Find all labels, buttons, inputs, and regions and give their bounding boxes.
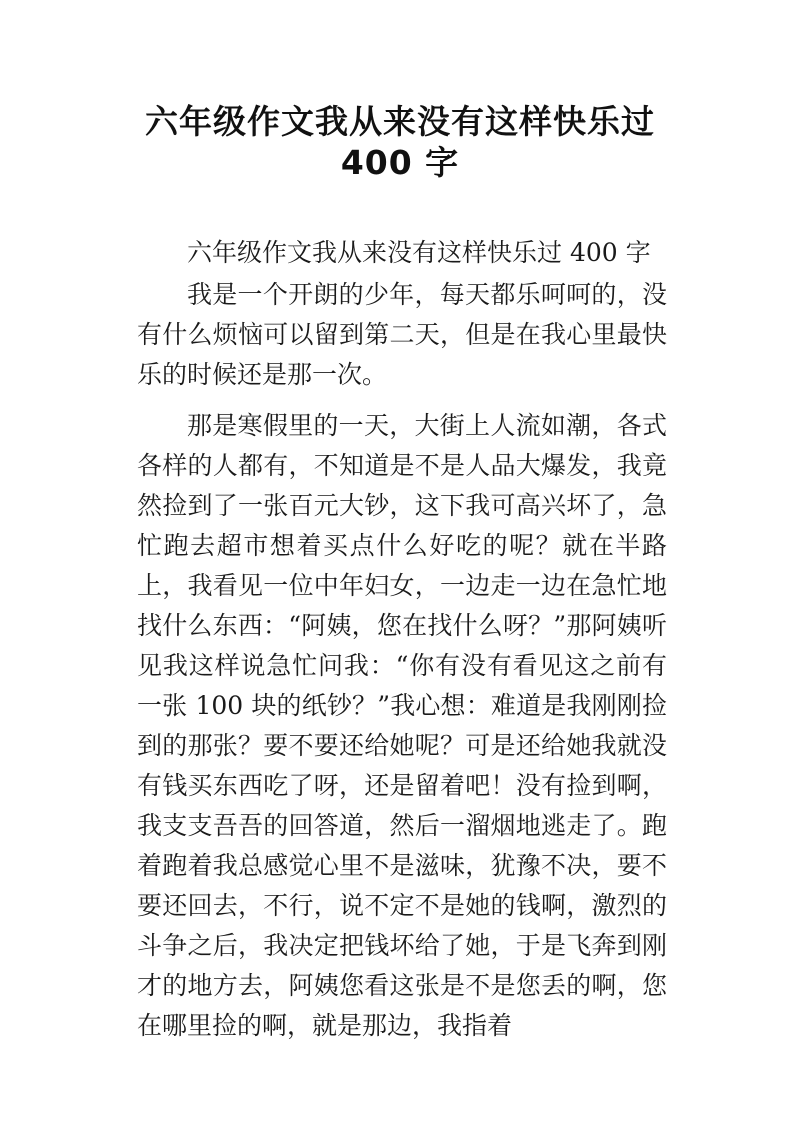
body-paragraph-intro: 我是一个开朗的少年，每天都乐呵呵的，没有什么烦恼可以留到第二天，但是在我心里最快乐的时候还是那一次。	[137, 280, 667, 389]
body-paragraph-story: 那是寒假里的一天，大街上人流如潮，各式各样的人都有，不知道是不是人品大爆发，我竟然捡到了一张百元大钞，这下我可高兴坏了，急忙跑去超市想着买点什么好吃的呢？就在半路上，我看见一位中年妇女，一边走一边在急忙地找什么东西：“阿姨，您在找什么呀？”那阿姨听见我这样说急忙问我：“你有没有看见这之前有一张 100 块的纸钞？”我心想：难道是我刚刚捡到的那张？要不要还给她呢？可是还给她我就没有钱买东西吃了呀，还是留着吧！没有捡到啊，我支支吾吾的回答道，然后一溜烟地逃走了。跑着跑着我总感觉心里不是滋味，犹豫不决，要不要还回去，不行，说不定不是她的钱啊，激烈的斗争之后，我决定把钱坏给了她，于是飞奔到刚才的地方去，阿姨您看这张是不是您丢的啊，您在哪里捡的啊，就是那边，我指着	[137, 411, 667, 1040]
body-paragraph-heading: 六年级作文我从来没有这样快乐过 400 字	[187, 238, 651, 267]
document-title-line1: 六年级作文我从来没有这样快乐过	[145, 102, 655, 141]
document-body	[137, 233, 667, 1046]
document-title-line2: 400 字	[340, 143, 460, 182]
